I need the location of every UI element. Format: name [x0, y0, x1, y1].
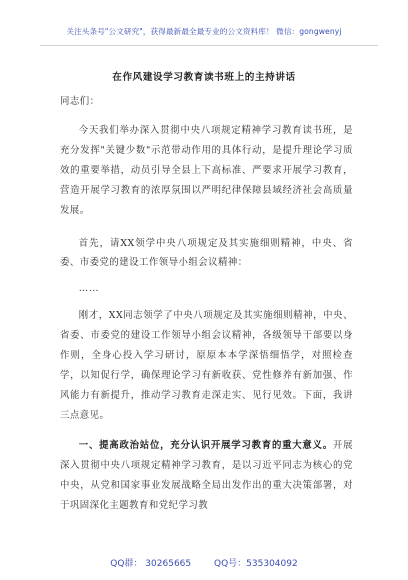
ellipsis: ……	[78, 283, 100, 295]
header-divider	[40, 45, 378, 46]
paragraph-opening: 今天我们举办深入贯彻中央八项规定精神学习教育读书班，是充分发挥"关键少数"示范带动作用的具体行动，是提升理论学习质效的重要举措，动员引导全县上下高标准、严要求开展学习教育，营造开展学习教育的浓厚氛围以严明纪律保障县域经济社会高质量发展。	[60, 125, 353, 216]
qq-number: QQ号：535304092	[214, 559, 298, 569]
document-body	[60, 93, 353, 528]
top-banner: 关注头条号"公文研究"，获得最新最全最专业的公文资料库！ 微信：gongwenyj	[66, 27, 342, 36]
section-one-text: 开展深入贯彻中央八项规定精神学习教育，是以习近平同志为核心的党中央，从党和国家事业发展战略全局出发作出的重大决策部署，对于巩固深化主题教育和党纪学习教	[60, 439, 353, 511]
paragraph-section-one	[60, 436, 353, 516]
document-title: 在作风建设学习教育读书班上的主持讲话	[112, 72, 296, 83]
paragraph-summary: 刚才，XX同志领学了中央八项规定及其实施细则精神，中央、省委、市委党的建设工作领导小组会议精神，各级领导干部要以身作则，全身心投入学习研讨，原原本本学深悟细悟学，对照检查学，以知促行学，确保理论学习有新收获、党性修养有新加强、作风能力有新提升，推动学习教育走深走实、见行见效。下面，我讲三点意见。	[60, 310, 353, 421]
paragraph-first-item: 首先，请XX领学中央八项规定及其实施细则精神，中央、省委、市委党的建设工作领导小组会议精神：	[60, 237, 353, 269]
bottom-banner	[0, 556, 408, 569]
salutation: 同志们：	[60, 96, 100, 107]
qq-group-number: QQ群： 30265665	[110, 559, 192, 569]
section-heading-one: 一、提高政治站位，充分认识开展学习教育的重大意义。	[78, 439, 333, 451]
